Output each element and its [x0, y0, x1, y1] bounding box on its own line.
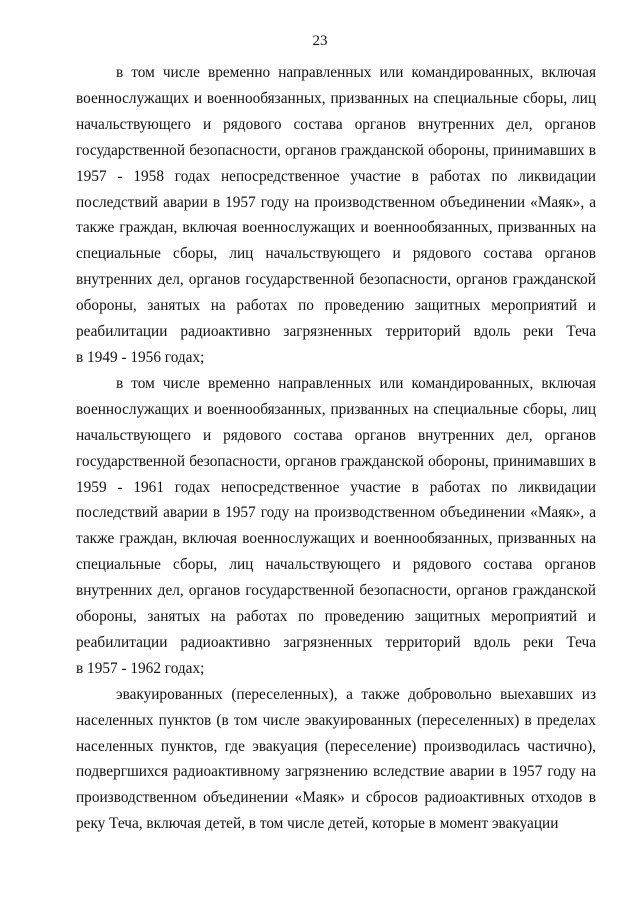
text-line: специальные сборы, лиц начальствующего и рядового состава органов: [76, 245, 596, 263]
paragraph: [76, 371, 596, 682]
text-line: специальные сборы, лиц начальствующего и рядового состава органов: [76, 556, 596, 574]
text-line: реабилитации радиоактивно загрязненных территорий вдоль реки Теча: [76, 633, 596, 651]
text-line: 1957 - 1958 годах непосредственное участие в работах по ликвидации: [76, 167, 596, 185]
text-line: последствий аварии в 1957 году на производственном объединении «Маяк», а: [76, 504, 596, 522]
text-line: населенных пунктов (в том числе эвакуированных (переселенных) в пределах: [76, 711, 596, 729]
text-line: начальствующего и рядового состава органов внутренних дел, органов: [76, 115, 596, 133]
text-line: внутренних дел, органов государственной безопасности, органов гражданской: [76, 582, 596, 600]
text-line: государственной безопасности, органов гражданской обороны, принимавших в: [76, 141, 596, 159]
text-line: 1959 - 1961 годах непосредственное участие в работах по ликвидации: [76, 478, 596, 496]
text-line: военнослужащих и военнообязанных, призванных на специальные сборы, лиц: [76, 400, 596, 418]
text-line: эвакуированных (переселенных), а также добровольно выехавших из: [116, 685, 596, 703]
text-line: последствий аварии в 1957 году на производственном объединении «Маяк», а: [76, 193, 596, 211]
text-line: также граждан, включая военнослужащих и военнообязанных, призванных на: [76, 219, 596, 237]
text-line: начальствующего и рядового состава органов внутренних дел, органов: [76, 426, 596, 444]
text-line: в том числе временно направленных или командированных, включая: [116, 374, 596, 392]
text-line: внутренних дел, органов государственной безопасности, органов гражданской: [76, 271, 596, 289]
paragraph: [76, 60, 596, 371]
page-number: 23: [312, 33, 328, 49]
text-line: обороны, занятых на работах по проведению защитных мероприятий и: [76, 297, 596, 315]
text-line: военнослужащих и военнообязанных, призванных на специальные сборы, лиц: [76, 89, 596, 107]
text-line: государственной безопасности, органов гражданской обороны, принимавших в: [76, 452, 596, 470]
text-line: населенных пунктов, где эвакуация (переселение) производилась частично),: [76, 737, 596, 755]
text-line: в 1949 - 1956 годах;: [76, 348, 205, 366]
text-line: в том числе временно направленных или командированных, включая: [116, 64, 596, 81]
text-line: обороны, занятых на работах по проведению защитных мероприятий и: [76, 608, 596, 626]
text-line: производственном объединении «Маяк» и сбросов радиоактивных отходов в: [76, 789, 596, 807]
text-line: также граждан, включая военнослужащих и военнообязанных, призванных на: [76, 530, 596, 548]
text-line: реабилитации радиоактивно загрязненных территорий вдоль реки Теча: [76, 323, 596, 341]
text-line: в 1957 - 1962 годах;: [76, 659, 205, 677]
paragraph: [76, 682, 596, 837]
document-body: [76, 60, 596, 837]
text-line: реку Теча, включая детей, в том числе детей, которые в момент эвакуации: [76, 815, 559, 833]
text-line: подвергшихся радиоактивному загрязнению вследствие аварии в 1957 году на: [76, 763, 596, 781]
